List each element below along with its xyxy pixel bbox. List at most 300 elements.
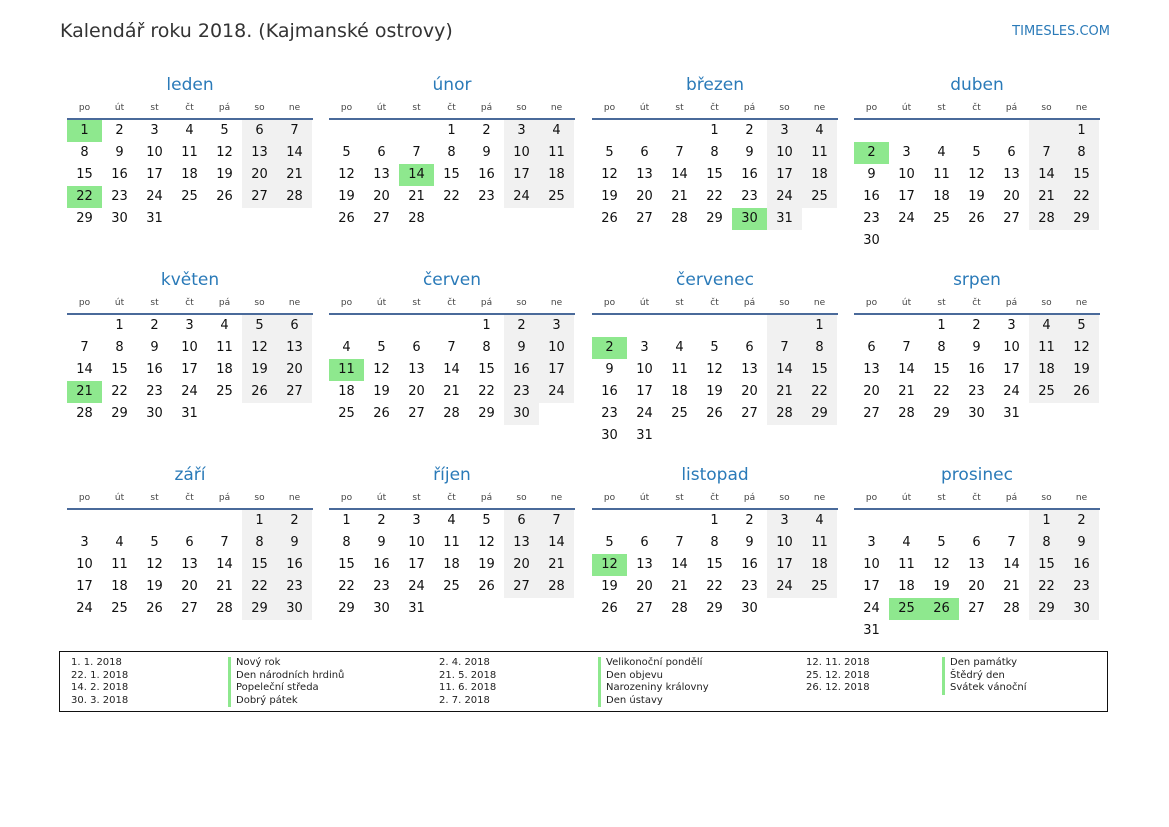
day-cell: 19 <box>216 167 233 182</box>
day-cell: 6 <box>242 120 277 142</box>
day-cell: 4 <box>902 535 911 550</box>
week-row <box>67 510 313 532</box>
empty-cell <box>854 315 889 337</box>
week-row <box>854 510 1100 532</box>
weekday-label: st <box>150 103 159 113</box>
day-cell: 11 <box>898 557 915 572</box>
day-cell: 16 <box>478 167 495 182</box>
empty-cell <box>539 403 574 425</box>
weekday-label: ne <box>550 103 563 113</box>
week-row <box>329 359 575 381</box>
day-cell: 20 <box>277 359 312 381</box>
weekday-label: ne <box>813 298 826 308</box>
day-cell: 26 <box>924 598 959 620</box>
week-row <box>67 598 313 620</box>
weekday-label: pá <box>743 493 756 503</box>
week-row <box>329 510 575 532</box>
week-row <box>854 620 1100 642</box>
weekday-label: pá <box>1005 493 1018 503</box>
day-cell: 21 <box>408 189 425 204</box>
day-cell: 13 <box>373 167 390 182</box>
week-row <box>854 598 1100 620</box>
month-name: únor <box>432 75 472 95</box>
legend-date: 21. 5. 2018 <box>439 669 497 681</box>
month-12 <box>854 462 1100 642</box>
day-cell: 22 <box>933 384 950 399</box>
day-cell: 23 <box>741 189 758 204</box>
empty-cell <box>434 598 469 620</box>
weekday-label: po <box>865 298 878 308</box>
empty-cell <box>469 598 504 620</box>
day-cell: 20 <box>636 189 653 204</box>
weekday-label: so <box>516 298 527 308</box>
day-cell: 27 <box>636 211 653 226</box>
day-cell: 24 <box>76 601 93 616</box>
day-cell: 18 <box>338 384 355 399</box>
empty-cell <box>504 598 539 620</box>
day-cell: 7 <box>80 340 89 355</box>
day-cell: 13 <box>181 557 198 572</box>
empty-cell <box>732 315 767 337</box>
empty-cell <box>539 598 574 620</box>
weekday-label: út <box>639 493 650 503</box>
day-cell: 3 <box>867 535 876 550</box>
day-cell: 20 <box>504 554 539 576</box>
day-cell: 12 <box>706 362 723 377</box>
day-cell: 29 <box>111 406 128 421</box>
day-cell: 8 <box>1029 532 1064 554</box>
day-cell: 31 <box>1003 406 1020 421</box>
weekday-label: ne <box>288 493 301 503</box>
week-row <box>592 598 838 620</box>
week-row <box>67 554 313 576</box>
month-6 <box>329 267 575 425</box>
day-cell: 7 <box>1007 535 1016 550</box>
day-cell: 18 <box>539 164 574 186</box>
day-cell: 18 <box>802 554 837 576</box>
legend-holiday-name: Den národních hrdinů <box>228 670 344 683</box>
weekday-label: so <box>254 103 265 113</box>
day-cell: 22 <box>111 384 128 399</box>
week-row <box>854 230 1100 252</box>
day-cell: 15 <box>933 362 950 377</box>
day-cell: 29 <box>338 601 355 616</box>
empty-cell <box>924 120 959 142</box>
day-cell: 27 <box>636 601 653 616</box>
weekday-label: po <box>340 298 353 308</box>
weekday-label: pá <box>480 298 493 308</box>
day-cell: 29 <box>706 211 723 226</box>
day-cell: 26 <box>373 406 390 421</box>
day-cell: 8 <box>802 337 837 359</box>
day-cell: 25 <box>216 384 233 399</box>
empty-cell <box>627 510 662 532</box>
day-cell: 5 <box>242 315 277 337</box>
day-cell: 7 <box>767 337 802 359</box>
day-cell: 30 <box>863 233 880 248</box>
day-cell: 26 <box>146 601 163 616</box>
legend-holiday-name: Popeleční středa <box>228 682 344 695</box>
empty-cell <box>67 315 102 337</box>
empty-cell <box>399 120 434 142</box>
empty-cell <box>137 510 172 532</box>
week-row <box>592 164 838 186</box>
legend-names <box>598 657 709 707</box>
day-cell: 27 <box>1003 211 1020 226</box>
empty-cell <box>277 403 312 425</box>
day-cell: 30 <box>373 601 390 616</box>
day-cell: 29 <box>933 406 950 421</box>
week-row <box>67 576 313 598</box>
empty-cell <box>172 510 207 532</box>
day-cell: 3 <box>767 120 802 142</box>
day-cell: 9 <box>745 535 754 550</box>
week-row <box>854 403 1100 425</box>
legend-dates <box>806 657 870 695</box>
day-cell: 12 <box>592 554 627 576</box>
day-cell: 14 <box>1029 164 1064 186</box>
empty-cell <box>889 620 924 642</box>
weekday-label: pá <box>1005 298 1018 308</box>
day-cell: 6 <box>745 340 754 355</box>
day-cell: 12 <box>968 167 985 182</box>
day-cell: 12 <box>1064 337 1099 359</box>
day-cell: 8 <box>242 532 277 554</box>
weekday-label: ne <box>550 298 563 308</box>
day-cell: 29 <box>1064 208 1099 230</box>
day-cell: 7 <box>277 120 312 142</box>
day-cell: 1 <box>115 318 124 333</box>
weekday-label: so <box>1041 298 1052 308</box>
weekday-label: út <box>639 103 650 113</box>
day-cell: 20 <box>373 189 390 204</box>
day-cell: 10 <box>146 145 163 160</box>
day-cell: 14 <box>277 142 312 164</box>
day-cell: 21 <box>671 189 688 204</box>
week-row <box>329 186 575 208</box>
day-cell: 23 <box>741 579 758 594</box>
weekday-header <box>592 293 838 315</box>
day-cell: 1 <box>937 318 946 333</box>
day-cell: 24 <box>767 576 802 598</box>
day-cell: 12 <box>933 557 950 572</box>
day-cell: 4 <box>675 340 684 355</box>
empty-cell <box>802 598 837 620</box>
weekday-label: pá <box>218 493 231 503</box>
day-cell: 20 <box>968 579 985 594</box>
day-cell: 3 <box>640 340 649 355</box>
empty-cell <box>994 510 1029 532</box>
weekday-header <box>67 293 313 315</box>
day-cell: 13 <box>504 532 539 554</box>
week-row <box>67 532 313 554</box>
day-cell: 9 <box>867 167 876 182</box>
empty-cell <box>994 120 1029 142</box>
weekday-label: pá <box>480 493 493 503</box>
weekday-label: čt <box>185 493 194 503</box>
day-cell: 10 <box>504 142 539 164</box>
weekday-label: ne <box>813 103 826 113</box>
day-cell: 5 <box>220 123 229 138</box>
day-cell: 24 <box>863 601 880 616</box>
day-cell: 20 <box>242 164 277 186</box>
day-cell: 17 <box>898 189 915 204</box>
empty-cell <box>767 598 802 620</box>
day-cell: 17 <box>767 554 802 576</box>
day-cell: 8 <box>482 340 491 355</box>
weekday-label: út <box>901 103 912 113</box>
day-cell: 25 <box>1029 381 1064 403</box>
day-cell: 2 <box>972 318 981 333</box>
day-cell: 14 <box>539 532 574 554</box>
day-cell: 11 <box>802 142 837 164</box>
day-cell: 9 <box>115 145 124 160</box>
weekday-label: st <box>937 298 946 308</box>
weekday-label: ne <box>288 298 301 308</box>
day-cell: 3 <box>504 120 539 142</box>
day-cell: 27 <box>741 406 758 421</box>
week-row <box>67 186 313 208</box>
day-cell: 22 <box>478 384 495 399</box>
weekday-label: čt <box>972 103 981 113</box>
day-cell: 2 <box>115 123 124 138</box>
empty-cell <box>329 120 364 142</box>
empty-cell <box>854 510 889 532</box>
legend-holiday-name: Dobrý pátek <box>228 695 344 708</box>
empty-cell <box>802 425 837 447</box>
day-cell: 8 <box>937 340 946 355</box>
day-cell: 4 <box>937 145 946 160</box>
month-name: září <box>174 465 206 485</box>
day-cell: 24 <box>408 579 425 594</box>
day-cell: 20 <box>408 384 425 399</box>
day-cell: 10 <box>181 340 198 355</box>
legend-holiday-name: Nový rok <box>228 657 344 670</box>
day-cell: 15 <box>1064 164 1099 186</box>
day-cell: 27 <box>863 406 880 421</box>
day-cell: 6 <box>185 535 194 550</box>
month-2 <box>329 72 575 230</box>
empty-cell <box>207 403 242 425</box>
weekday-label: so <box>779 493 790 503</box>
day-cell: 7 <box>447 340 456 355</box>
empty-cell <box>592 510 627 532</box>
weekday-label: čt <box>185 103 194 113</box>
empty-cell <box>662 120 697 142</box>
empty-cell <box>732 425 767 447</box>
weekday-label: pá <box>743 298 756 308</box>
empty-cell <box>889 120 924 142</box>
day-cell: 19 <box>968 189 985 204</box>
day-cell: 9 <box>482 145 491 160</box>
day-cell: 23 <box>111 189 128 204</box>
weekday-header <box>329 98 575 120</box>
week-row <box>67 337 313 359</box>
legend-date: 14. 2. 2018 <box>71 682 129 693</box>
empty-cell <box>592 120 627 142</box>
empty-cell <box>434 315 469 337</box>
day-cell: 24 <box>898 211 915 226</box>
weekday-label: so <box>254 298 265 308</box>
weekday-label: po <box>603 103 616 113</box>
day-cell: 11 <box>671 362 688 377</box>
day-cell: 19 <box>373 384 390 399</box>
day-cell: 3 <box>1007 318 1016 333</box>
day-cell: 14 <box>216 557 233 572</box>
empty-cell <box>994 620 1029 642</box>
day-cell: 2 <box>150 318 159 333</box>
day-cell: 10 <box>408 535 425 550</box>
week-row <box>854 337 1100 359</box>
day-cell: 5 <box>482 513 491 528</box>
site-link[interactable]: TIMESLES.COM <box>1012 24 1110 39</box>
day-cell: 14 <box>399 164 434 186</box>
day-cell: 5 <box>605 535 614 550</box>
empty-cell <box>277 208 312 230</box>
day-cell: 24 <box>504 186 539 208</box>
empty-cell <box>504 208 539 230</box>
empty-cell <box>1029 120 1064 142</box>
empty-cell <box>924 510 959 532</box>
weekday-label: čt <box>972 493 981 503</box>
day-cell: 16 <box>111 167 128 182</box>
day-cell: 16 <box>863 189 880 204</box>
day-cell: 25 <box>802 576 837 598</box>
empty-cell <box>959 120 994 142</box>
day-cell: 25 <box>443 579 460 594</box>
week-row <box>854 554 1100 576</box>
day-cell: 19 <box>338 189 355 204</box>
day-cell: 30 <box>146 406 163 421</box>
day-cell: 28 <box>1003 601 1020 616</box>
day-cell: 14 <box>1003 557 1020 572</box>
day-cell: 7 <box>220 535 229 550</box>
day-cell: 23 <box>478 189 495 204</box>
day-cell: 16 <box>968 362 985 377</box>
empty-cell <box>959 510 994 532</box>
day-cell: 21 <box>671 579 688 594</box>
empty-cell <box>627 315 662 337</box>
day-cell: 12 <box>242 337 277 359</box>
weekday-label: čt <box>185 298 194 308</box>
weekday-header <box>592 98 838 120</box>
weekday-label: pá <box>480 103 493 113</box>
month-name: červen <box>422 270 482 290</box>
day-cell: 18 <box>933 189 950 204</box>
day-cell: 26 <box>706 406 723 421</box>
legend-date: 12. 11. 2018 <box>806 657 870 668</box>
day-cell: 23 <box>277 576 312 598</box>
legend-date: 2. 7. 2018 <box>439 694 490 706</box>
week-row <box>854 532 1100 554</box>
day-cell: 15 <box>443 167 460 182</box>
day-cell: 18 <box>1029 359 1064 381</box>
empty-cell <box>767 315 802 337</box>
day-cell: 14 <box>767 359 802 381</box>
day-cell: 31 <box>767 208 802 230</box>
week-row <box>329 576 575 598</box>
day-cell: 22 <box>338 579 355 594</box>
day-cell: 14 <box>671 167 688 182</box>
weekday-label: čt <box>710 103 719 113</box>
weekday-label: čt <box>710 493 719 503</box>
day-cell: 25 <box>181 189 198 204</box>
week-row <box>592 510 838 532</box>
day-cell: 21 <box>898 384 915 399</box>
day-cell: 20 <box>181 579 198 594</box>
day-cell: 19 <box>601 189 618 204</box>
day-cell: 18 <box>802 164 837 186</box>
day-cell: 12 <box>478 535 495 550</box>
day-cell: 10 <box>539 337 574 359</box>
month-name: květen <box>160 270 220 290</box>
empty-cell <box>207 510 242 532</box>
week-row <box>67 208 313 230</box>
weekday-label: po <box>340 103 353 113</box>
day-cell: 17 <box>181 362 198 377</box>
day-cell: 17 <box>767 164 802 186</box>
empty-cell <box>959 230 994 252</box>
month-3 <box>592 72 838 230</box>
month-7 <box>592 267 838 447</box>
empty-cell <box>242 208 277 230</box>
day-cell: 5 <box>377 340 386 355</box>
day-cell: 13 <box>968 557 985 572</box>
week-row <box>329 337 575 359</box>
empty-cell <box>854 120 889 142</box>
empty-cell <box>697 315 732 337</box>
weekday-label: út <box>114 493 125 503</box>
day-cell: 17 <box>863 579 880 594</box>
week-row <box>592 576 838 598</box>
day-cell: 19 <box>933 579 950 594</box>
day-cell: 30 <box>277 598 312 620</box>
day-cell: 13 <box>242 142 277 164</box>
day-cell: 27 <box>277 381 312 403</box>
empty-cell <box>329 315 364 337</box>
holiday-legend <box>59 651 1108 712</box>
day-cell: 1 <box>710 123 719 138</box>
day-cell: 15 <box>111 362 128 377</box>
day-cell: 16 <box>601 384 618 399</box>
weekday-label: út <box>114 103 125 113</box>
day-cell: 7 <box>902 340 911 355</box>
day-cell: 15 <box>76 167 93 182</box>
weekday-label: út <box>901 493 912 503</box>
empty-cell <box>67 510 102 532</box>
weekday-header <box>329 293 575 315</box>
week-row <box>329 598 575 620</box>
day-cell: 1 <box>1029 510 1064 532</box>
empty-cell <box>207 208 242 230</box>
day-cell: 7 <box>675 535 684 550</box>
day-cell: 8 <box>447 145 456 160</box>
day-cell: 21 <box>1029 186 1064 208</box>
week-row <box>854 120 1100 142</box>
day-cell: 12 <box>338 167 355 182</box>
day-cell: 22 <box>242 576 277 598</box>
day-cell: 28 <box>671 211 688 226</box>
month-11 <box>592 462 838 620</box>
day-cell: 15 <box>706 167 723 182</box>
legend-dates <box>71 657 128 707</box>
weekday-label: st <box>675 493 684 503</box>
day-cell: 6 <box>867 340 876 355</box>
day-cell: 28 <box>671 601 688 616</box>
day-cell: 27 <box>408 406 425 421</box>
week-row <box>854 208 1100 230</box>
week-row <box>592 381 838 403</box>
